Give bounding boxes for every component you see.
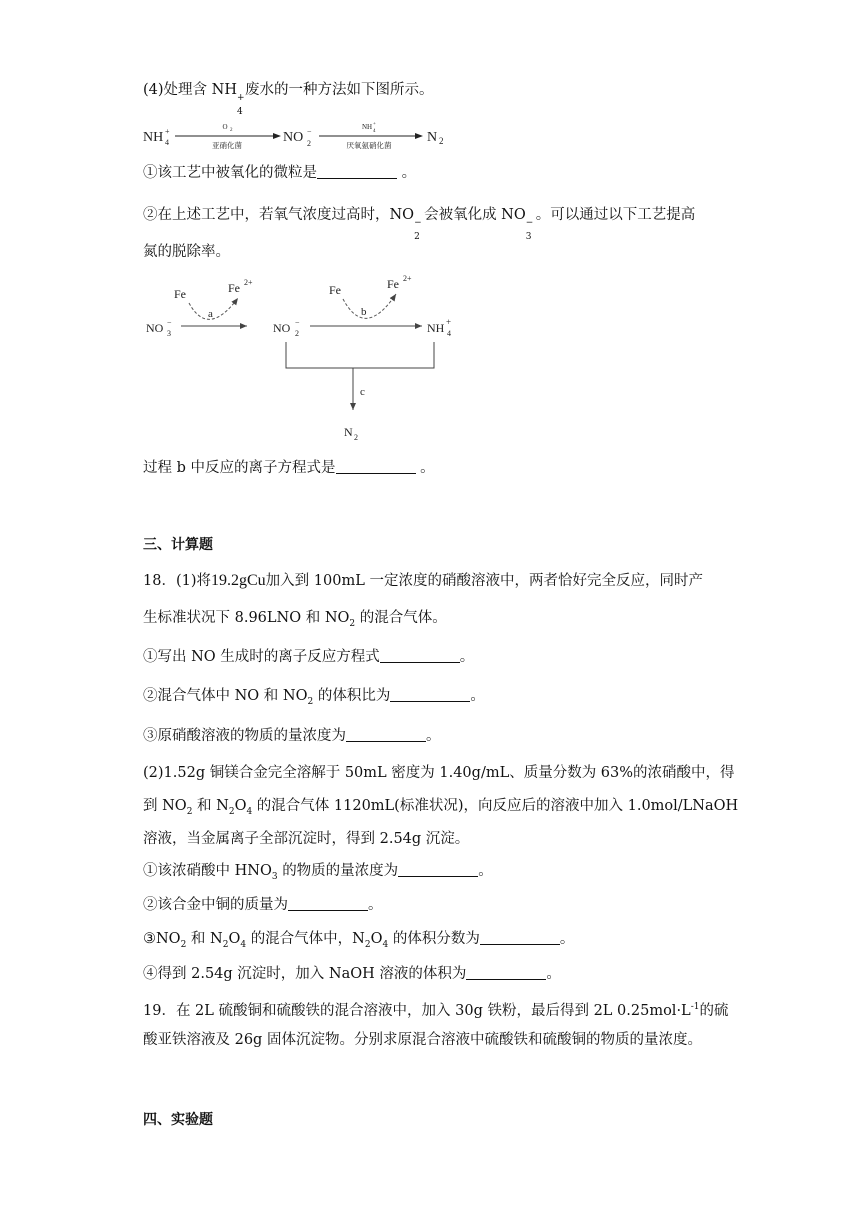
- svg-text:+: +: [165, 127, 170, 136]
- svg-text:NH: NH: [143, 130, 164, 145]
- answer-blank[interactable]: [380, 648, 460, 663]
- q18-line2: 生标准状况下 8.96LNO 和 $NO_2$ 的混合气体。: [143, 610, 447, 629]
- q18-sub2: ②混合气体中 NO 和 $NO_2$ 的体积比为 。: [143, 688, 485, 707]
- svg-text:Fe: Fe: [387, 277, 399, 291]
- q18-line1: 18．(1)将19.2gCu加入到 100mL 一定浓度的硝酸溶液中，两者恰好完全反应，同时产: [143, 572, 703, 589]
- svg-text:2: 2: [230, 128, 233, 133]
- svg-text:NO: NO: [273, 321, 291, 335]
- svg-text:3: 3: [167, 329, 171, 338]
- q19-line1: 19．在 2L 硫酸铜和硫酸铁的混合溶液中，加入 30g 铁粉，最后得到 2L $0.25mol\cdot L^{-1}$的硫: [143, 1002, 729, 1019]
- q18-sub3: ③原硝酸溶液的物质的量浓度为 。: [143, 728, 441, 744]
- q18-t2: ②该合金中铜的质量为 。: [143, 897, 383, 913]
- q18-t4: ④得到 2.54g 沉淀时，加入 NaOH 溶液的体积为 。: [143, 966, 561, 982]
- q18-t1: ①该浓硝酸中 $HNO_3$ 的物质的量浓度为 。: [143, 863, 493, 882]
- answer-blank[interactable]: [346, 727, 426, 742]
- svg-text:b: b: [361, 306, 367, 318]
- answer-blank[interactable]: [288, 896, 368, 911]
- q18-part2-line3: 溶液，当金属离子全部沉淀时，得到 2.54g 沉淀。: [143, 831, 470, 847]
- svg-text:厌氧氨硝化菌: 厌氧氨硝化菌: [346, 141, 392, 150]
- svg-text:Fe: Fe: [329, 283, 341, 297]
- svg-text:c: c: [360, 386, 365, 398]
- svg-text:亚硝化菌: 亚硝化菌: [212, 141, 242, 150]
- q4-intro: (4)处理含 NH + 4 废水的一种方法如下图所示。: [143, 82, 434, 117]
- svg-text:N: N: [344, 425, 353, 439]
- q4-question-2-line2: 氮的脱除率。: [143, 244, 230, 260]
- svg-text:2+: 2+: [403, 274, 412, 283]
- svg-text:Fe: Fe: [174, 287, 186, 301]
- answer-blank[interactable]: [317, 164, 397, 179]
- q18-t3: $③NO_2$ 和 $N_2O_4$ 的混合气体中，$N_2O_4$ 的体积分数为 。: [143, 931, 575, 950]
- svg-text:N: N: [427, 130, 438, 145]
- q4-question-1: ①该工艺中被氧化的微粒是 。: [143, 165, 417, 181]
- nitrogen-flow-scheme: [143, 118, 473, 154]
- svg-text:−: −: [167, 318, 172, 327]
- section-title-calculation: 三、计算题: [143, 537, 213, 553]
- answer-blank[interactable]: [398, 862, 478, 877]
- q4-question-3: 过程 b 中反应的离子方程式是 。: [143, 460, 435, 476]
- answer-blank[interactable]: [390, 687, 470, 702]
- svg-text:NO: NO: [283, 130, 304, 145]
- bracket-c: [286, 342, 434, 368]
- q18-part2-line2: 到 $NO_2$ 和 $N_2O_4$ 的混合气体 1120mL(标准状况)，向反应后的溶液中加入 1.0mol/LNaOH: [143, 798, 739, 817]
- svg-text:O: O: [222, 123, 228, 131]
- q18-sub1: ①写出 NO 生成时的离子反应方程式 。: [143, 649, 475, 665]
- answer-blank[interactable]: [336, 459, 416, 474]
- svg-text:NH: NH: [361, 123, 373, 131]
- svg-text:4: 4: [165, 138, 169, 147]
- svg-text:4: 4: [373, 129, 376, 134]
- q4-question-2: ②在上述工艺中，若氧气浓度过高时，NO − 2 会被氧化成 NO − 3 。可以通过以下工艺提高: [143, 207, 696, 242]
- answer-blank[interactable]: [466, 965, 546, 980]
- fe-process-diagram: [143, 270, 463, 450]
- svg-text:2: 2: [295, 329, 299, 338]
- svg-text:4: 4: [447, 329, 451, 338]
- q19-line2: 酸亚铁溶液及 26g 固体沉淀物。分别求原混合溶液中硫酸铁和硫酸铜的物质的量浓度。: [143, 1032, 702, 1048]
- svg-text:2: 2: [439, 136, 444, 146]
- curve-b: [343, 294, 396, 318]
- svg-text:a: a: [208, 308, 213, 320]
- svg-text:Fe: Fe: [228, 281, 240, 295]
- q18-part2-line1: (2)1.52g 铜镁合金完全溶解于 50mL 密度为 1.40g/mL、质量分数为 63%的浓硝酸中，得: [143, 765, 735, 781]
- section-title-experiment: 四、实验题: [143, 1112, 213, 1128]
- svg-text:NH: NH: [427, 321, 445, 335]
- svg-text:−: −: [307, 127, 312, 136]
- svg-text:2: 2: [354, 433, 358, 442]
- svg-text:+: +: [373, 122, 376, 127]
- svg-text:+: +: [446, 317, 452, 327]
- answer-blank[interactable]: [480, 930, 560, 945]
- svg-text:−: −: [295, 318, 300, 327]
- svg-text:2: 2: [307, 139, 311, 148]
- curve-a: [189, 298, 238, 319]
- svg-text:NO: NO: [146, 321, 164, 335]
- svg-text:2+: 2+: [244, 278, 253, 287]
